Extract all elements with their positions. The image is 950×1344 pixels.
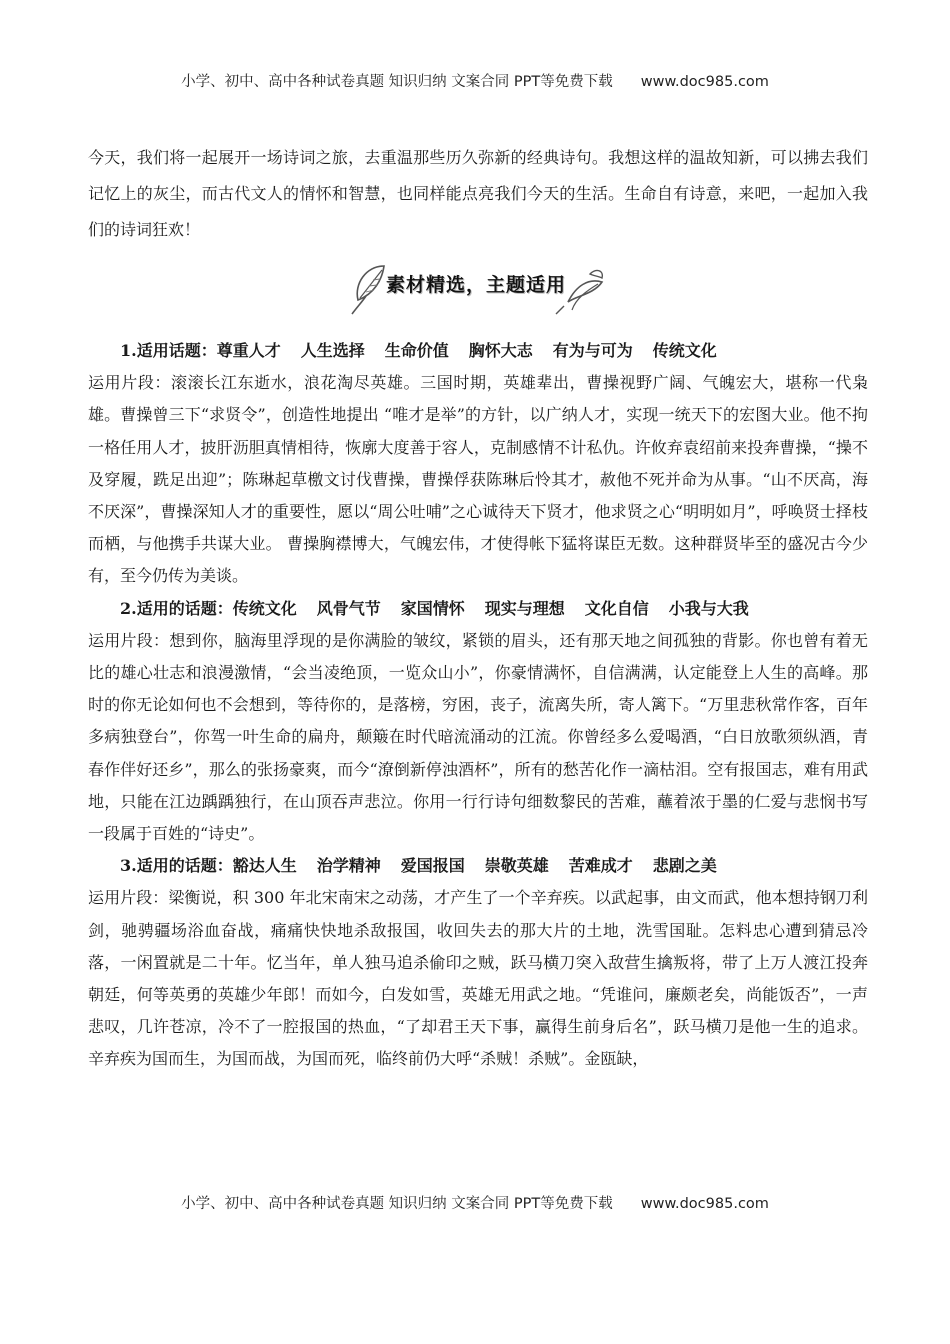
section-heading: 2.适用的话题： <box>120 598 233 618</box>
topic-tag: 爱国报国 <box>400 856 465 876</box>
topic-tag: 传统文化 <box>232 598 297 618</box>
topic-tag: 小我与大我 <box>668 598 749 618</box>
section-banner <box>350 256 610 316</box>
topic-tag: 传统文化 <box>652 341 717 360</box>
topic-tag: 尊重人才 <box>216 341 281 360</box>
topic-tag: 胸怀大志 <box>468 341 533 360</box>
header-site-link[interactable]: www.doc985.com <box>640 74 769 90</box>
topic-tag: 苦难成才 <box>568 856 633 876</box>
section-title-3 <box>88 850 868 882</box>
section-body-2: 运用片段：想到你，脑海里浮现的是你满脸的皱纹，紧锁的眉头，还有那天地之间孤独的背影。你也曾有着无比的雄心壮志和浪漫激情，“会当凌绝顶，一览众山小”，你豪情满怀，自信满满，认定能登上人生的高峰。那时的你无论如何也不会想到，等待你的，是落榜，穷困，丧子，流离失所，寄人篱下。“万里悲秋常作客，百年多病独登台”，你驾一叶生命的扁舟，颠簸在时代暗流涌动的江流。你曾经多么爱喝酒，“白日放歌须纵酒，青春作伴好还乡”，那么的张扬豪爽，而今“潦倒新停浊酒杯”，所有的愁苦化作一滴枯泪。空有报国志，难有用武地，只能在江边踽踽独行，在山顶吞声悲泣。你用一行行诗句细数黎民的苦难，蘸着浓于墨的仁爱与悲悯书写一段属于百姓的“诗史”。 <box>88 630 868 844</box>
topic-tag: 人生选择 <box>300 341 365 360</box>
topic-tag: 豁达人生 <box>232 856 297 876</box>
section-heading: 1.适用话题： <box>120 341 217 360</box>
page-footer <box>0 1192 950 1213</box>
topic-tag: 悲剧之美 <box>652 856 717 876</box>
topic-tag: 崇敬英雄 <box>484 856 549 876</box>
section-title-2 <box>88 593 868 625</box>
topic-tag: 风骨气节 <box>316 598 381 618</box>
topic-tag: 治学精神 <box>316 856 381 876</box>
section-body-3: 运用片段：梁衡说，积 300 年北宋南宋之动荡，才产生了一个辛弃疾。以武起事，由文而武，他本想持钢刀利剑，驰骋疆场浴血奋战，痛痛快快地杀敌报国，收回失去的那大片的土地，洗雪国耻。怎料忠心遭到猜忌冷落，一闲置就是二十年。忆当年，单人独马追杀偷印之贼，跃马横刀突入敌营生擒叛将，带了上万人渡江投奔朝廷，何等英勇的英雄少年郎！而如今，白发如雪，英雄无用武之地。“凭谁问，廉颇老矣，尚能饭否”，一声悲叹，几许苍凉，冷不了一腔报国的热血，“了却君王天下事，赢得生前身后名”，跃马横刀是他一生的追求。辛弃疾为国而生，为国而战，为国而死，临终前仍大呼“杀贼！杀贼”。金瓯缺， <box>88 888 868 1069</box>
banner-title: 素材精选，主题适用 <box>386 274 567 296</box>
topic-tag: 家国情怀 <box>400 598 465 618</box>
topic-tag: 生命价值 <box>384 341 449 360</box>
section-body-1: 运用片段：滚滚长江东逝水，浪花淘尽英雄。三国时期，英雄辈出，曹操视野广阔、气魄宏大，堪称一代枭雄。曹操曾三下“求贤令”，创造性地提出 “唯才是举”的方针，以广纳人才，实现一统天下的宏图大业。他不拘一格任用人才，披肝沥胆真情相待，恢廓大度善于容人，克制感情不计私仇。许攸弃袁绍前来投奔曹操，“操不及穿履，跣足出迎”；陈琳起草檄文讨伐曹操，曹操俘获陈琳后怜其才，赦他不死并命为从事。“山不厌高，海不厌深”，曹操深知人才的重要性，愿以“周公吐哺”之心诚待天下贤才，他求贤之心“明明如月”，呼唤贤士择枝而栖，与他携手共谋大业。 曹操胸襟博大，气魄宏伟，才使得帐下猛将谋臣无数。这种群贤毕至的盛况古今少有，至今仍传为美谈。 <box>88 373 868 586</box>
header-text: 小学、初中、高中各种试卷真题 知识归纳 文案合同 PPT等免费下载 <box>181 74 613 90</box>
footer-site-link[interactable]: www.doc985.com <box>640 1196 769 1212</box>
material-sections <box>88 335 868 1076</box>
topic-tag: 文化自信 <box>584 598 649 618</box>
intro-paragraph: 今天，我们将一起展开一场诗词之旅，去重温那些历久弥新的经典诗句。我想这样的温故知新，可以拂去我们记忆上的灰尘，而古代文人的情怀和智慧，也同样能点亮我们今天的生活。生命自有诗意，来吧，一起加入我们的诗词狂欢！ <box>88 148 868 239</box>
section-heading: 3.适用的话题： <box>120 856 233 876</box>
page-header <box>0 70 950 91</box>
topic-tag: 现实与理想 <box>484 598 565 618</box>
section-title-1 <box>88 335 868 367</box>
topic-tag: 有为与可为 <box>552 341 633 360</box>
footer-text: 小学、初中、高中各种试卷真题 知识归纳 文案合同 PPT等免费下载 <box>181 1196 613 1212</box>
